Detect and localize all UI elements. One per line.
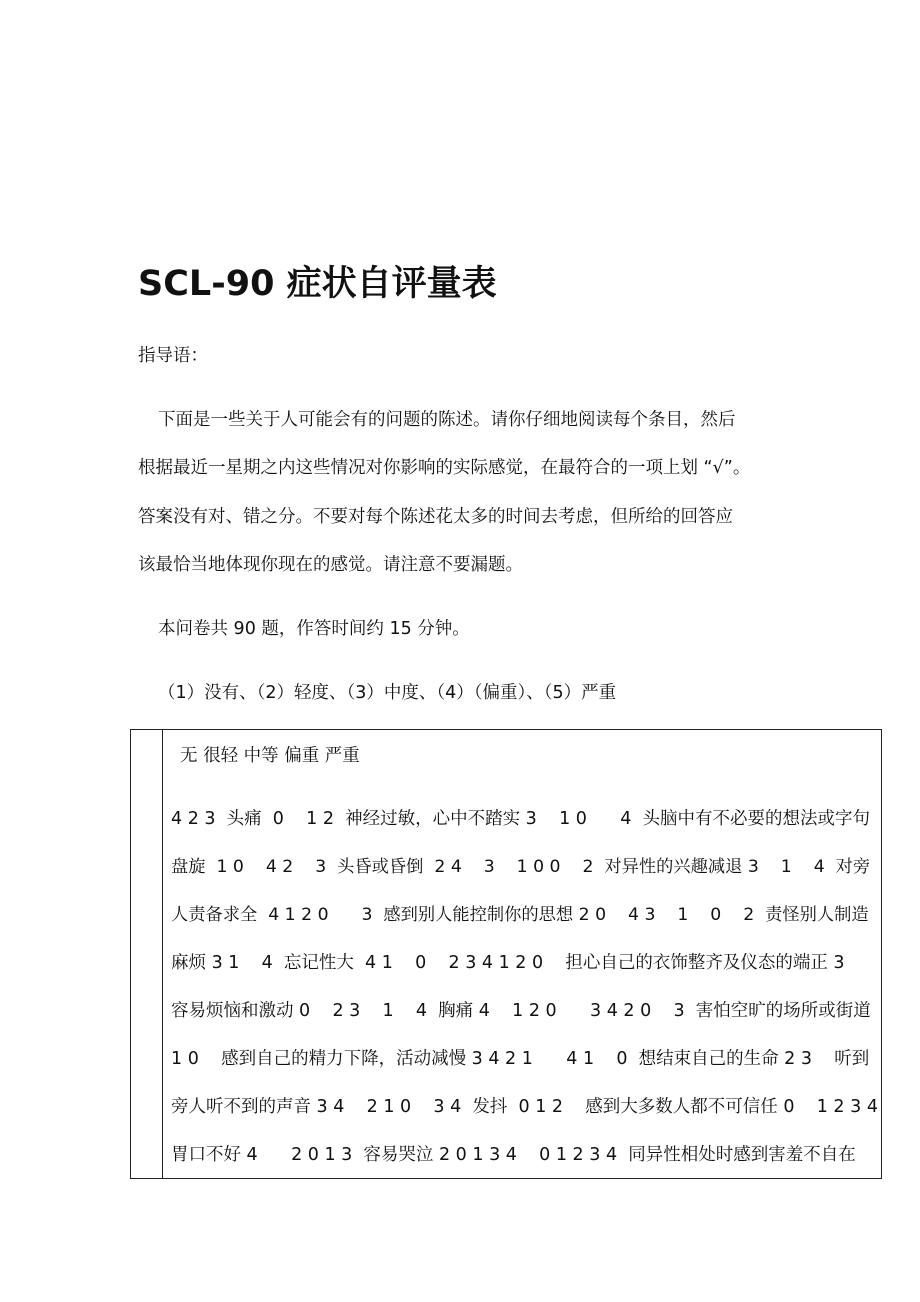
table-column-divider: [162, 730, 163, 1178]
table-header: 无 很轻 中等 偏重 严重: [180, 746, 360, 766]
table-row: 旁人听不到的声音 3 4 2 1 0 3 4 发抖 0 1 2 感到大多数人都不可信任 0 1 2 3 4: [171, 1097, 878, 1117]
table-row: 1 0 感到自己的精力下降，活动减慢 3 4 2 1 4 1 0 想结束自己的生命 2 3 听到: [171, 1049, 870, 1069]
table-row: 容易烦恼和激动 0 2 3 1 4 胸痛 4 1 2 0 3 4 2 0 3 害怕空旷的场所或街道: [171, 1001, 871, 1021]
scale-line: （1）没有、（2）轻度、（3）中度、（4）（偏重）、（5）严重: [158, 683, 617, 703]
paragraph-line: 该最恰当地体现你现在的感觉。请注意不要漏题。: [138, 555, 523, 575]
document-title: SCL-90 症状自评量表: [138, 264, 497, 304]
paragraph-line: 答案没有对、错之分。不要对每个陈述花太多的时间去考虑，但所给的回答应: [138, 507, 733, 527]
table-row: 4 2 3 头痛 0 1 2 神经过敏，心中不踏实 3 1 0 4 头脑中有不必要的想法或字句: [171, 809, 871, 829]
guide-label: 指导语：: [138, 346, 208, 366]
paragraph-line: 根据最近一星期之内这些情况对你影响的实际感觉，在最符合的一项上划 “√”。: [138, 458, 751, 478]
table-row: 麻烦 3 1 4 忘记性大 4 1 0 2 3 4 1 2 0 担心自己的衣饰整齐及仪态的端正 3: [171, 953, 845, 973]
info-line: 本问卷共 90 题，作答时间约 15 分钟。: [158, 619, 470, 639]
table-row: 人责备求全 4 1 2 0 3 感到别人能控制你的思想 2 0 4 3 1 0 2 责怪别人制造: [171, 905, 869, 925]
paragraph-line: 下面是一些关于人可能会有的问题的陈述。请你仔细地阅读每个条目，然后: [158, 410, 736, 430]
table-row: 胃口不好 4 2 0 1 3 容易哭泣 2 0 1 3 4 0 1 2 3 4 同异性相处时感到害羞不自在: [171, 1145, 856, 1165]
table-row: 盘旋 1 0 4 2 3 头昏或昏倒 2 4 3 1 0 0 2 对异性的兴趣减退 3 1 4 对旁: [171, 857, 871, 877]
